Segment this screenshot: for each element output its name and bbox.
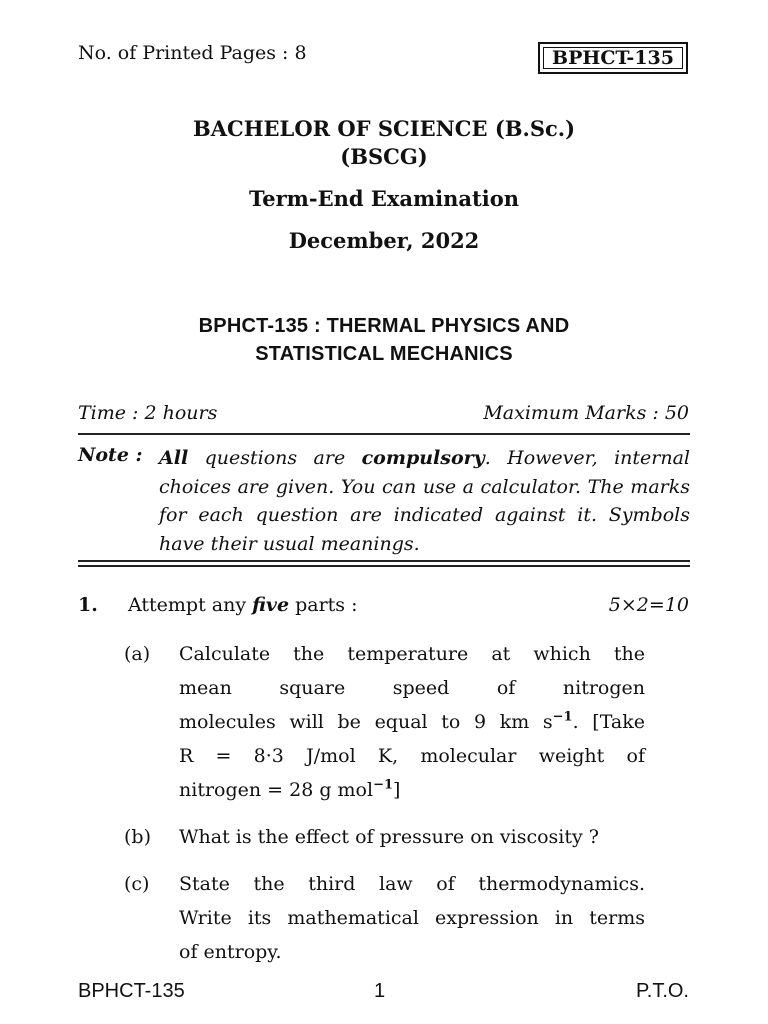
course-title-line-1: BPHCT-135 : THERMAL PHYSICS AND xyxy=(198,315,570,337)
divider-top xyxy=(78,433,690,435)
note-label: Note : xyxy=(78,444,143,466)
question-number: 1. xyxy=(78,594,98,616)
note-all: All xyxy=(159,447,189,469)
instruction-emphasis: five xyxy=(252,594,290,616)
part-c-label: (c) xyxy=(124,873,150,895)
note-text-part-2: . However, internal choices are given. You can use a calculator. The marks for each question are indicated against it. Symbols have their usual meanings. xyxy=(159,447,690,555)
divider-double-1 xyxy=(78,560,690,562)
time-allowed: Time : 2 hours xyxy=(78,402,218,424)
note-text-part-1: questions are xyxy=(188,447,362,469)
part-a-line-3-exponent: −1 xyxy=(552,709,573,725)
course-code: BPHCT-135 xyxy=(543,47,683,69)
part-a-line-1: Calculate the temperature at which the xyxy=(179,643,645,665)
part-a-line-4: R = 8·3 J/mol K, molecular weight of xyxy=(179,745,645,767)
printed-pages-count: No. of Printed Pages : 8 xyxy=(78,42,307,64)
please-turn-over: P.T.O. xyxy=(636,980,689,1002)
part-a-line-5 xyxy=(179,773,645,807)
note-text xyxy=(159,444,690,558)
programme-title: (BSCG) xyxy=(340,144,428,169)
part-a-text xyxy=(179,637,645,807)
maximum-marks: Maximum Marks : 50 xyxy=(483,402,689,424)
question-instruction xyxy=(128,594,358,616)
course-title-line-2: STATISTICAL MECHANICS xyxy=(255,343,513,365)
part-a-line-3-text: molecules will be equal to 9 km s xyxy=(179,711,553,733)
part-a-line-2: mean square speed of nitrogen xyxy=(179,677,645,699)
part-a-label: (a) xyxy=(124,643,151,665)
part-c-line-2: Write its mathematical expression in terms xyxy=(179,907,645,929)
page-number: 1 xyxy=(374,980,386,1002)
part-b-label: (b) xyxy=(124,826,151,848)
note-compulsory: compulsory xyxy=(361,447,485,469)
part-a-line-5-exponent: −1 xyxy=(373,777,394,793)
part-a-line-5-end: ] xyxy=(393,779,401,801)
question-marks: 5×2=10 xyxy=(608,594,689,616)
part-a-line-5-text: nitrogen = 28 g mol xyxy=(179,779,374,801)
part-c-line-1: State the third law of thermodynamics. xyxy=(179,873,645,895)
part-a-line-3 xyxy=(179,705,645,739)
part-c-text xyxy=(179,867,645,969)
divider-double-2 xyxy=(78,565,690,567)
instruction-post: parts : xyxy=(289,594,358,616)
footer-course-code: BPHCT-135 xyxy=(78,980,185,1002)
part-c-line-3: of entropy. xyxy=(179,941,282,963)
exam-date: December, 2022 xyxy=(288,228,480,253)
part-a-line-3-end: . [Take xyxy=(572,711,645,733)
exam-title: Term-End Examination xyxy=(248,186,519,211)
course-code-box xyxy=(538,42,688,74)
degree-title: BACHELOR OF SCIENCE (B.Sc.) xyxy=(192,116,576,141)
instruction-pre: Attempt any xyxy=(128,594,253,616)
part-b-text: What is the effect of pressure on viscosity ? xyxy=(179,826,599,848)
